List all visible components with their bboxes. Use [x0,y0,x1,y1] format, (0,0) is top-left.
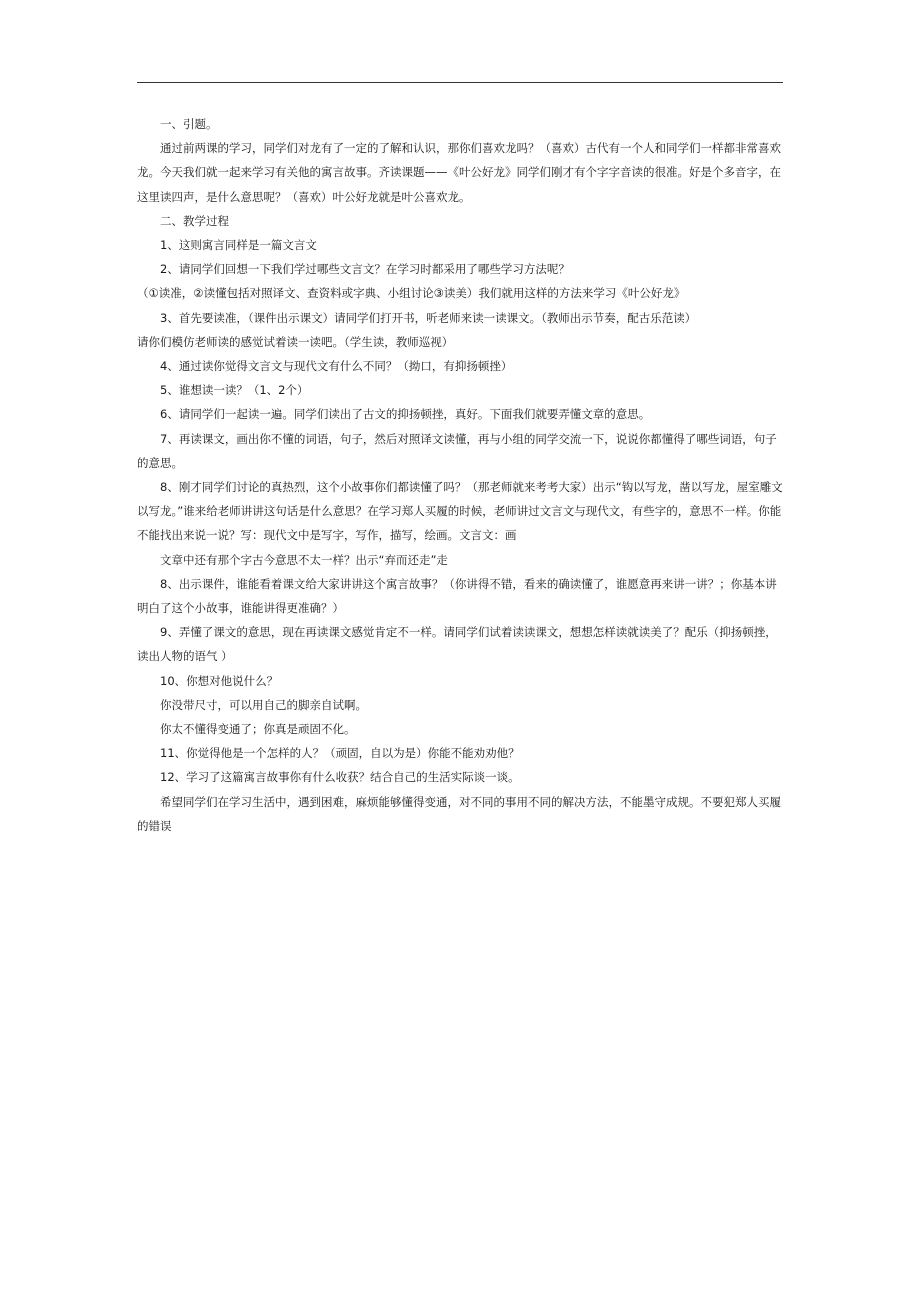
header-rule [137,82,783,83]
paragraph: 一、引题。 [160,117,218,131]
paragraph: 3、首先要读准，（课件出示课文）请同学们打开书，听老师来读一读课文。（教师出示节奏，配古乐范读） [160,310,697,325]
paragraph: （①读准，②读懂包括对照译文、查资料或字典、小组讨论③读美）我们就用这样的方法来学习《叶公好龙》 [137,286,686,301]
document-body [137,112,785,838]
paragraph: 请你们模仿老师读的感觉试着读一读吧。（学生读，教师巡视） [137,334,454,349]
paragraph: 通过前两课的学习，同学们对龙有了一定的了解和认识，那你们喜欢龙吗？（喜欢）古代有一个人和同学们一样都非常喜欢龙。今天我们就一起来学习有关他的寓言故事。齐读课题——《叶公好龙》同学们刚才有个字字音读的很准。好是个多音字，在这里读四声，是什么意思呢？（喜欢）叶公好龙就是叶公喜欢龙。 [137,141,781,204]
paragraph: 9、弄懂了课文的意思，现在再读课文感觉肯定不一样。请同学们试着读读课文，想想怎样读就读美了？配乐（抑扬顿挫，读出人物的语气 ） [137,625,777,664]
paragraph: 8、出示课件，谁能看着课文给大家讲讲这个寓言故事？（你讲得不错，看来的确读懂了，谁愿意再来讲一讲？；你基本讲明白了这个小故事，谁能讲得更准确？） [137,576,777,616]
paragraph: 10、你想对他说什么？ [160,673,279,688]
paragraph: 7、再读课文，画出你不懂的词语，句子，然后对照译文读懂，再与小组的同学交流一下，说说你都懂得了哪些词语，句子的意思。 [137,431,777,470]
paragraph: 二、教学过程 [160,213,229,228]
paragraph: 希望同学们在学习生活中，遇到困难，麻烦能够懂得变通，对不同的事用不同的解决方法，不能墨守成规。不要犯郑人买履的错误 [137,794,781,833]
paragraph: 8、刚才同学们讨论的真热烈，这个小故事你们都读懂了吗？（那老师就来考考大家）出示“钩以写龙，凿以写龙，屋室雕文以写龙。”谁来给老师讲讲这句话是什么意思？在学习郑人买履的时候，老师讲过文言文与现代文，有些字的，意思不一样。你能不能找出来说一说？写：现代文中是写字，写作，描写，绘画。文言文：画 [137,480,783,543]
paragraph: 文章中还有那个字古今意思不太一样？出示“弃而还走”走 [160,552,448,567]
paragraph: 你太不懂得变通了；你真是顽固不化。 [160,722,356,737]
paragraph: 11、你觉得他是一个怎样的人？（顽固，自以为是）你能不能劝劝他？ [160,746,520,761]
paragraph: 6、请同学们一起读一遍。同学们读出了古文的抑扬顿挫，真好。下面我们就要弄懂文章的意思。 [160,407,651,422]
paragraph: 5、谁想读一读？（1、2个） [160,383,309,398]
paragraph: 1、这则寓言同样是一篇文言文 [160,238,317,253]
paragraph: 你没带尺寸，可以用自己的脚亲自试啊。 [160,697,367,712]
paragraph: 4、通过读你觉得文言文与现代文有什么不同？（拗口，有抑扬顿挫） [160,359,513,374]
paragraph: 2、请同学们回想一下我们学过哪些文言文？在学习时都采用了哪些学习方法呢？ [160,262,570,277]
paragraph: 12、学习了这篇寓言故事你有什么收获？结合自己的生活实际谈一谈。 [160,770,520,785]
